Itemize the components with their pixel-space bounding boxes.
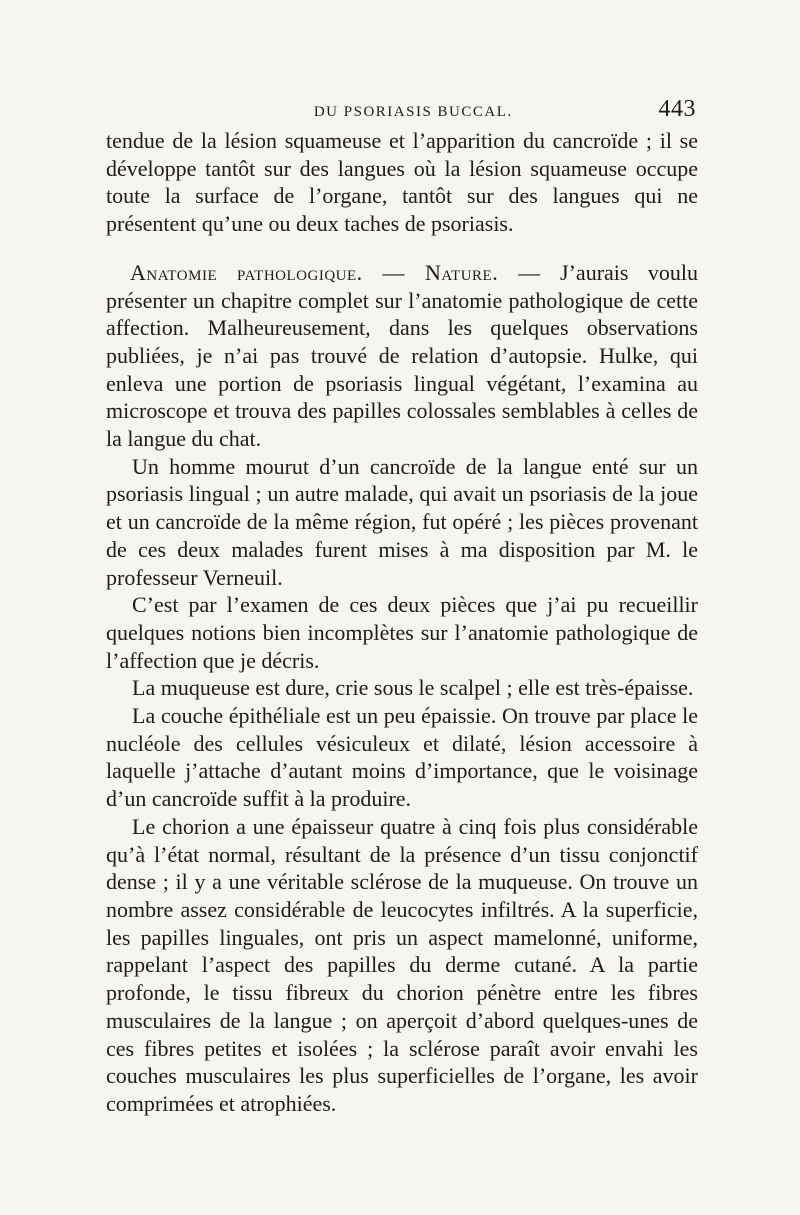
page-number: 443 — [658, 96, 696, 122]
body-text — [106, 127, 698, 1118]
running-head: DU PSORIASIS BUCCAL. — [313, 104, 513, 120]
paragraph-text: J’aurais voulu présenter un chapitre complet sur l’anatomie pathologique de cette affection. Malheureusement, dans les quelques observations publiées, je n’ai pas trouvé de relation d’autopsie. Hulke, qui enleva une portion de psoriasis lingual végétant, l’examina au microscope et trouva des papilles colossales semblables à celles de la langue du chat. — [106, 259, 698, 452]
section-heading: Anatomie pathologique. — Nature. — — [130, 259, 541, 285]
paragraph: La couche épithéliale est un peu épaissie. On trouve par place le nucléole des cellules vésiculeux et dilaté, lésion accessoire à laquelle j’attache d’autant moins d’importance, que le voisinage d’un cancroïde suffit à la produire. — [106, 703, 698, 812]
section-paragraph — [106, 259, 698, 453]
page-header — [108, 96, 696, 123]
paragraph: Un homme mourut d’un cancroïde de la langue enté sur un psoriasis lingual ; un autre malade, qui avait un psoriasis de la joue et un cancroïde de la même région, fut opéré ; les pièces provenant de ces deux malades furent mises à ma disposition par M. le professeur Verneuil. — [106, 453, 698, 590]
paragraph: La muqueuse est dure, crie sous le scalpel ; elle est très-épaisse. — [132, 675, 694, 701]
paragraph: Le chorion a une épaisseur quatre à cinq fois plus considérable qu’à l’état normal, résultant de la présence d’un tissu conjonctif dense ; il y a une véritable sclérose de la muqueuse. On trouve un nombre assez considérable de leucocytes infiltrés. A la superficie, les papilles linguales, ont pris un aspect mamelonné, uniforme, rappelant l’aspect des papilles du derme cutané. A la partie profonde, le tissu fibreux du chorion pénètre entre les fibres musculaires de la langue ; on aperçoit d’abord quelques-unes de ces fibres petites et isolées ; la sclérose paraît avoir envahi les couches musculaires les plus superficielles de l’organe, les avoir comprimées et atrophiées. — [106, 813, 698, 1116]
paragraph: C’est par l’examen de ces deux pièces que j’ai pu recueillir quelques notions bien incomplètes sur l’anatomie pathologique de l’affection que je décris. — [106, 592, 698, 673]
paragraph-continuation: tendue de la lésion squameuse et l’apparition du cancroïde ; il se développe tantôt sur des langues où la lésion squameuse occupe toute la surface de l’organe, tantôt sur des langues qui ne présentent qu’une ou deux taches de psoriasis. — [106, 128, 698, 237]
